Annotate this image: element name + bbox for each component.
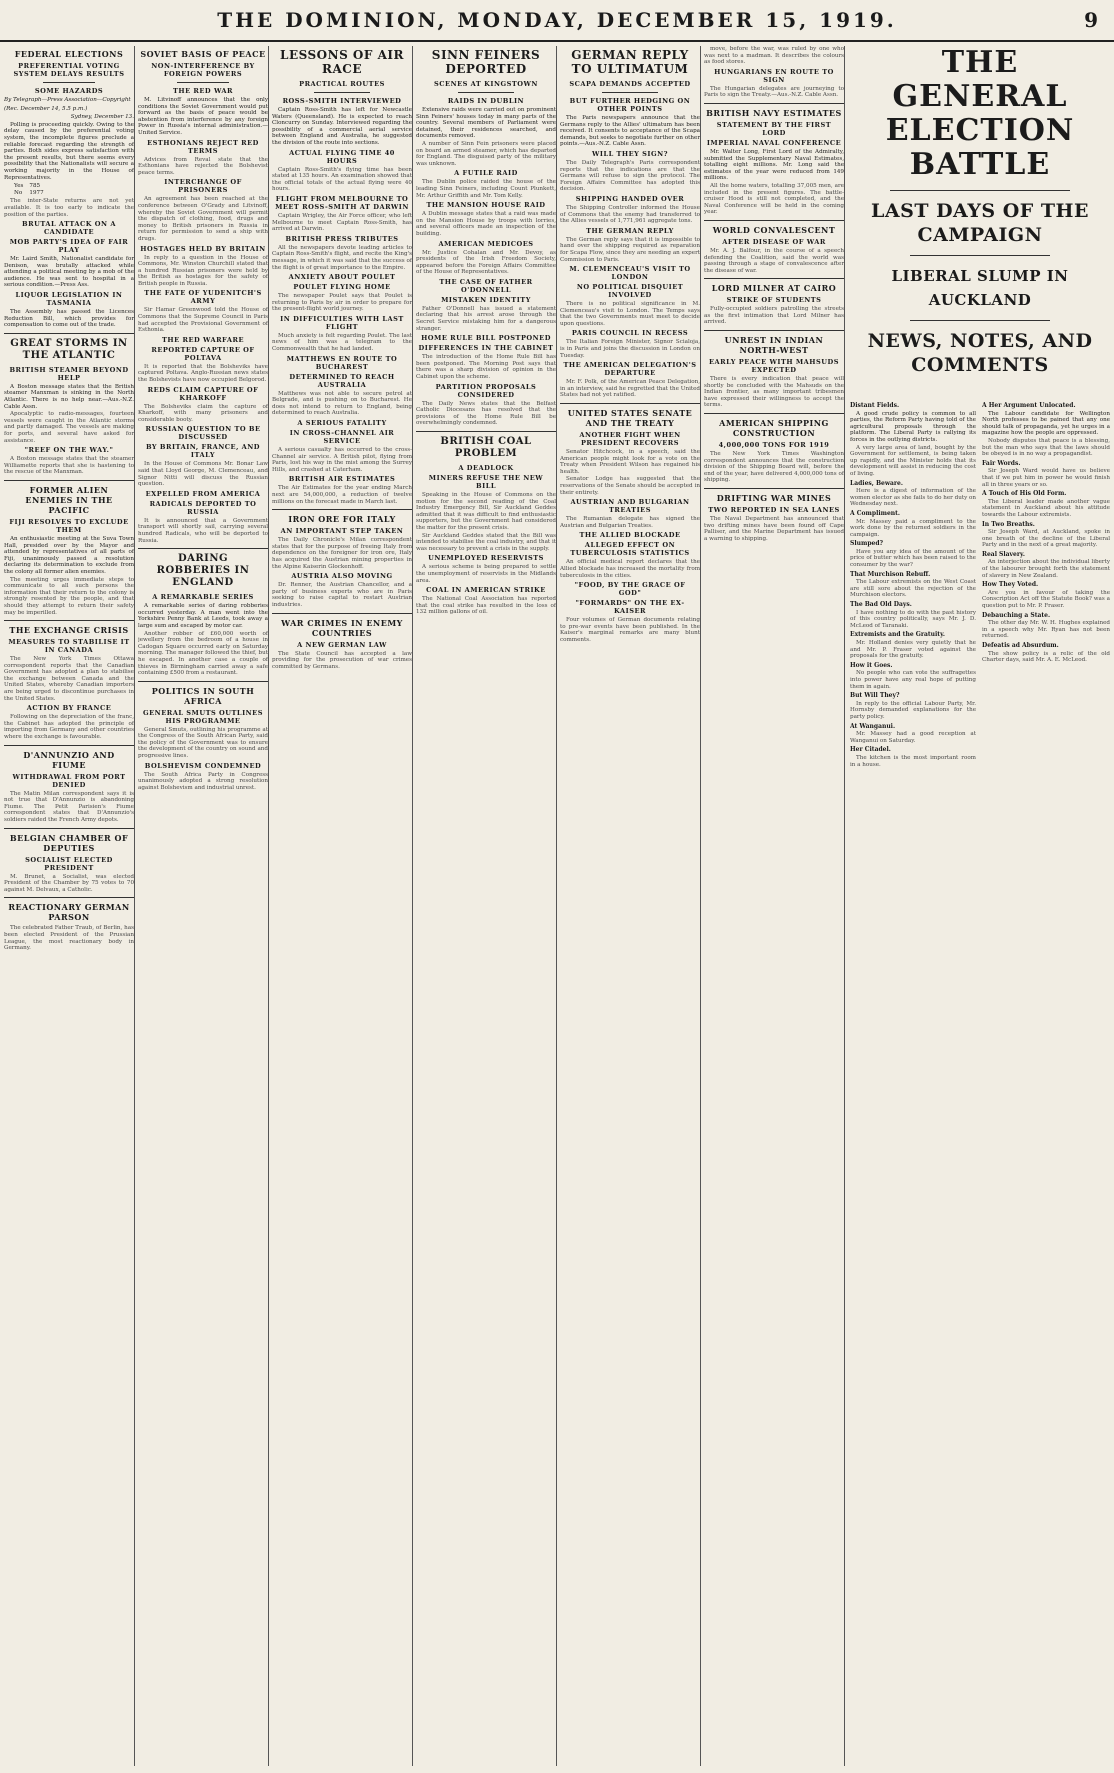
subhead-sea-lanes: TWO REPORTED IN SEA LANES — [708, 506, 840, 514]
headline-british-navy: BRITISH NAVY ESTIMATES — [706, 107, 842, 118]
subhead-scapa: SCAPA DEMANDS ACCEPTED — [569, 80, 691, 88]
section-liquor: LIQUOR LEGISLATION IN TASMANIA — [15, 291, 123, 308]
feature-subhead: The Bad Old Days. — [850, 601, 912, 609]
subhead-fiji: FIJI RESOLVES TO EXCLUDE THEM — [9, 517, 129, 534]
subhead-strike-students: STRIKE OF STUDENTS — [726, 296, 822, 305]
section-german-reply: THE GERMAN REPLY — [586, 226, 674, 235]
section-yudenitch: THE FATE OF YUDENITCH'S ARMY — [144, 289, 262, 306]
subhead-canada: MEASURES TO STABILISE IT IN CANADA — [8, 638, 130, 655]
section-american-medicoes: AMERICAN MEDICOES — [438, 239, 534, 248]
subhead-first-lord: STATEMENT BY THE FIRST LORD — [716, 120, 832, 137]
feature-subhead: Slumped? — [850, 540, 884, 548]
subhead-kingstown: SCENES AT KINGSTOWN — [434, 80, 538, 88]
subhead-important-step: AN IMPORTANT STEP TAKEN — [280, 527, 404, 536]
section-fatality: A SERIOUS FATALITY — [297, 419, 387, 428]
votes-table: Yes 785 No 1977 — [14, 183, 44, 196]
headline-german-reply: GERMAN REPLY TO ULTIMATUM — [571, 48, 689, 76]
feature-body: The Labour candidate for Wellington North professes to be pained that any one should talk of propaganda, yet he urges in a magazine how the people are oppressed. — [982, 410, 1110, 437]
subhead-german-law: A NEW GERMAN LAW — [297, 640, 387, 649]
headline-south-africa: POLITICS IN SOUTH AFRICA — [151, 685, 255, 706]
subhead-another-fight: ANOTHER FIGHT WHEN PRESIDENT RECOVERS — [579, 431, 681, 448]
section-some-hazards: SOME HAZARDS — [34, 87, 104, 95]
subhead-practical-routes: PRACTICAL ROUTES — [299, 80, 385, 88]
section-interchange-prisoners: INTERCHANGE OF PRISONERS — [164, 178, 242, 195]
section-press-tributes: BRITISH PRESS TRIBUTES — [285, 234, 399, 243]
feature-subhead: Ladies, Beware. — [850, 479, 903, 487]
column-3: LESSONS OF AIR RACE PRACTICAL ROUTES ROSS-SMITH INTERVIEWED Captain Ross-Smith has left for Newcastle Waters (Queensland). He is expected to reach Cloncurry on Sunday. Interviewed regarding the possibility of a commercial aerial service between England and Australia, he suggested the division of the route into sections. ACTUAL FLYING TIME 40 HOURS Captain Ross-Smith's flying time has been stated at 135 hours. An examination showed that the official totals of the actual flying were 40 hours. FLIGHT FROM MELBOURNE TO MEET ROSS-SMITH AT DARWIN Captain Wrigley, the Air Force officer, who left Melbourne to meet Captain Ross-Smith, has arrived at Darwin. BRITISH PRESS TRIBUTES All the newspapers devote leading articles to Captain Ross-Smith's flight, and recite the King's message, in which it was said that the success of the flight is of great importance to the Empire. ANXIETY ABOUT POULET POULET FLYING HOME The newspaper Poulet says that Poulet is returning to Paris by air in order to prepare for the present-flight world journey. IN DIFFICULTIES WITH LAST FLIGHT Much anxiety is felt regarding Poulet. The last news of him was a telegram to the Commonwealth that he had landed. MATTHEWS EN ROUTE TO BUCHAREST DETERMINED TO REACH AUSTRALIA Matthews was not able to secure petrol at Belgrade, and is pushing on to Bucharest. He does not intend to return to England, being determined to reach Australia. A SERIOUS FATALITY IN CROSS-CHANNEL AIR SERVICE A serious casualty has occurred to the cross-Channel air service. A British pilot, flying from Paris, lost his way in the mist among the Surrey Hills, and crashed at Caterham. BRITISH AIR ESTIMATES The Air Estimates for the year ending March next are 54,000,000, a reduction of twelve millions on the forecast made in March last. IRON ORE FOR ITALY AN IMPORTANT STEP TAKEN The Daily Chronicle's Milan correspondent states that for the purpose of freeing Italy from dependence on the foreigner for iron ore, Italy has acquired the Austrian mining properties in the Alpine Kaiserin Glockenhoff. AUSTRIA ALSO MOVING Dr. Renner, the Austrian Chancellor, and a party of business experts who are in Paris seeking to raise capital to restart Austrian industries. WAR CRIMES IN ENEMY COUNTRIES A NEW GERMAN LAW The State Council has accepted a law providing for the prosecution of war crimes committed by Germans. — [272, 46, 413, 1766]
section-flight-melbourne: FLIGHT FROM MELBOURNE TO MEET ROSS-SMITH AT DARWIN — [275, 194, 409, 211]
subhead-deadlock: A DEADLOCK — [458, 464, 514, 472]
section-paris-council: PARIS COUNCIL IN RECESS — [571, 329, 689, 338]
column-5: GERMAN REPLY TO ULTIMATUM SCAPA DEMANDS ACCEPTED BUT FURTHER HEDGING ON OTHER POINTS The Paris newspapers announce that the Germans reply to the Allies' ultimatum has been received. It consents to acceptance of the Scapa demands, but seeks to negotiate further on other points.—Aus.-N.Z. Cable Assn. WILL THEY SIGN? The Daily Telegraph's Paris correspondent reports that the indications are that the Germans will refuse to sign the protocol. The Foreign Affairs Committee has adopted this decision. SHIPPING HANDED OVER The Shipping Controller informed the House of Commons that the enemy had transferred to the Allies vessels of 1,771,961 aggregate tons. THE GERMAN REPLY The German reply says that it is impossible to hand over the shipping required as reparation for Scapa Flow, since they are needing an expert Commission to Paris. M. CLEMENCEAU'S VISIT TO LONDON NO POLITICAL DISQUIET INVOLVED There is no political significance in M. Clemenceau's visit to London. The Temps says that the two Governments must meet to decide upon questions. PARIS COUNCIL IN RECESS The Italian Foreign Minister, Signor Scialoja, is in Paris and joins the discussion in London on Tuesday. THE AMERICAN DELEGATION'S DEPARTURE Mr. F. Polk, of the American Peace Delegation, in an interview, said he regretted that the United States had not yet ratified. UNITED STATES SENATE AND THE TREATY ANOTHER FIGHT WHEN PRESIDENT RECOVERS Senator Hitchcock, in a speech, said the American people might look for a vote on the Treaty when President Wilson has regained his health. Senator Lodge has suggested that the reservations of the Senate should be accepted in their entirety. AUSTRIAN AND BULGARIAN TREATIES The Rumanian delegate has signed the Austrian and Bulgarian Treaties. THE ALLIED BLOCKADE ALLEGED EFFECT ON TUBERCULOSIS STATISTICS An official medical report declares that the Allied blockade has increased the mortality from tuberculosis in the cities. "FOOD, BY THE GRACE OF GOD" "FORMARDS" ON THE EX-KAISER Four volumes of German documents relating to pre-war events have been published. In the Kaiser's marginal remarks are many blunt comments. — [560, 46, 701, 1766]
headline-us-senate: UNITED STATES SENATE AND THE TREATY — [567, 408, 693, 429]
section-clemenceau: M. CLEMENCEAU'S VISIT TO LONDON — [569, 265, 691, 282]
headline-lord-milner: LORD MILNER AT CAIRO — [711, 283, 837, 294]
subhead-tuberculosis: ALLEGED EFFECT ON TUBERCULOSIS STATISTICS — [570, 541, 690, 558]
feature-column-left: Distant Fields. A good crude policy is common to all parties, the Reform Party having told of the agricultural proposals through the platform. The Liberal Party is rallying its forces in the outlying districts. A very large area of land, bought by the Government for settlement, is being taken up rapidly, and the Minister holds that its development will assist in reducing the cost of living. Ladies, Beware. Here is a digest of information of the women elector as she fails to do her duty on Wednesday next. A Compliment. Mr. Massey paid a compliment to the work done by the returned soldiers in the campaign. Slumped? Have you any idea of the amount of the price of butter which has been raised to the consumer by the war? That Murchison Rebuff. The Labour extremists on the West Coast are still sore about the rejection of the Murchison electors. The Bad Old Days. I have nothing to do with the past history of this country politically, says Mr. J. D. McLeod of Taranaki. Extremists and the Gratuity. Mr. Holland denies very quietly that he and Mr. P. Fraser voted against the proposals for the gratuity. How it Goes. No people who can vote the suffragettes into power have any real hope of putting them in again. But Will They? In reply to the official Labour Party, Mr. Hornsby demanded explanations for the party policy. At Wanganui. Mr. Massey had a good reception at Wanganui on Saturday. Her Citadel. The kitchen is the most important room in a house. — [850, 402, 976, 768]
feature-deck-3: NEWS, NOTES, AND COMMENTS — [867, 330, 1093, 376]
subhead-british-steamer: BRITISH STEAMER BEYOND HELP — [9, 365, 129, 382]
feature-subhead: In Two Breaths. — [982, 520, 1035, 528]
section-futile-raid: A FUTILE RAID — [454, 169, 518, 178]
section-red-war: THE RED WAR — [172, 87, 234, 95]
feature-body: A good crude policy is common to all parties, the Reform Party having told of the agricultural proposals through the platform. The Liberal Party is rallying its forces in the outlying districts. — [850, 410, 976, 443]
section-esthonians: ESTHONIANS REJECT RED TERMS — [147, 138, 259, 155]
section-austrian-treaties: AUSTRIAN AND BULGARIAN TREATIES — [570, 498, 690, 515]
article-body: The Assembly has passed the Licences Reduction Bill, which provides for compensation to come out of the trade. — [4, 309, 134, 329]
feature-subhead: Fair Words. — [982, 459, 1021, 467]
article-body: A Boston message states that the British steamer Manxman is sinking in the North Atlantic. There is no help near.—Aus.-N.Z. Cable Assn. — [4, 383, 134, 410]
subhead-mahsuds: EARLY PEACE WITH MAHSUDS EXPECTED — [708, 358, 840, 375]
section-imperial-naval: IMPERIAL NAVAL CONFERENCE — [706, 138, 842, 147]
section-further-hedging: BUT FURTHER HEDGING ON OTHER POINTS — [569, 97, 691, 113]
headline-war-crimes: WAR CRIMES IN ENEMY COUNTRIES — [281, 617, 403, 638]
section-mansion-house: THE MANSION HOUSE RAID — [426, 201, 546, 210]
subhead-remarkable-series: A REMARKABLE SERIES — [152, 593, 254, 602]
subhead-after-disease: AFTER DISEASE OF WAR — [722, 237, 826, 246]
feature-subhead: A Touch of His Old Form. — [982, 490, 1067, 498]
feature-subhead: At Wanganui. — [850, 722, 896, 730]
subhead-withdrawal: WITHDRAWAL FROM PORT DENIED — [12, 772, 126, 789]
section-expelled: EXPELLED FROM AMERICA — [145, 489, 261, 498]
section-shipping-handed: SHIPPING HANDED OVER — [575, 194, 685, 203]
section-red-warfare: THE RED WARFARE — [162, 335, 244, 344]
headline-great-storms: GREAT STORMS IN THE ATLANTIC — [10, 337, 128, 361]
masthead — [0, 0, 1114, 42]
feature-subhead: How They Voted. — [982, 581, 1039, 589]
article-body: The Paris newspapers announce that the Germans reply to the Allies' ultimatum has been received. It consents to acceptance of the Scapa demands, but seeks to negotiate further on other points.—Aus.-N.Z. Cable Assn. — [560, 115, 700, 148]
subhead-cross-channel: IN CROSS-CHANNEL AIR SERVICE — [289, 429, 395, 446]
headline-world-convalescent: WORLD CONVALESCENT — [712, 224, 836, 235]
feature-subhead: Extremists and the Gratuity. — [850, 631, 945, 639]
article-body: Extensive raids were carried out on prominent Sinn Feiners' houses today in many parts of the country. Several members of Parliament were detained, their residences searched, and documents removed. — [416, 107, 556, 140]
headline-drifting-mines: DRIFTING WAR MINES — [716, 493, 832, 503]
article-body: A remarkable series of daring robberies occurred yesterday. A man went into the Yorkshire Penny Bank at Leeds, took away a large sum and escaped by motor car. — [138, 603, 268, 629]
subhead-poltava: REPORTED CAPTURE OF POLTAVA — [151, 345, 255, 362]
subhead-differences: DIFFERENCES IN THE CABINET — [418, 344, 554, 353]
subhead-formards: "FORMARDS" ON THE EX-KAISER — [575, 599, 685, 616]
section-bolshevism: BOLSHEVISM CONDEMNED — [144, 761, 262, 770]
headline-exchange-crisis: THE EXCHANGE CRISIS — [9, 625, 129, 636]
headline-soviet-peace: SOVIET BASIS OF PEACE — [140, 49, 266, 59]
feature-subhead: That Murchison Rebuff. — [850, 570, 931, 578]
article-body: M. Litvinoff announces that the only conditions the Soviet Government would put forward as the basis of peace would be abstention from interference by any foreign Power in Russia's internal administration.—United Service. — [138, 97, 268, 136]
section-unemployed: UNEMPLOYED RESERVISTS — [428, 554, 544, 563]
feature-subhead: A Her Argument Unlocated. — [982, 402, 1076, 409]
section-father-odonnell: THE CASE OF FATHER O'DONNELL — [439, 277, 533, 294]
feature-subhead: Debauching a State. — [982, 611, 1051, 619]
article-body: Captain Ross-Smith has left for Newcastle Waters (Queensland). He is expected to reach Cloncurry on Sunday. Interviewed regarding the possibility of a commercial aerial service between England and Australia, he suggested the division of the route into sections. — [272, 107, 412, 146]
subhead-mistaken: MISTAKEN IDENTITY — [441, 295, 531, 304]
page-number: 9 — [1084, 8, 1098, 32]
headline-belgian-chamber: BELGIAN CHAMBER OF DEPUTIES — [9, 832, 129, 853]
headline-american-shipping: AMERICAN SHIPPING CONSTRUCTION — [719, 418, 829, 439]
section-partition: PARTITION PROPOSALS CONSIDERED — [435, 382, 537, 399]
subhead-smuts: GENERAL SMUTS OUTLINES HIS PROGRAMME — [143, 708, 263, 725]
section-flying-time: ACTUAL FLYING TIME 40 HOURS — [289, 148, 395, 165]
section-food-grace: "FOOD, BY THE GRACE OF GOD" — [574, 581, 686, 598]
subhead-radicals: RADICALS DEPORTED TO RUSSIA — [149, 499, 257, 516]
subhead-mob-party: MOB PARTY'S IDEA OF FAIR PLAY — [9, 238, 129, 255]
column-2: SOVIET BASIS OF PEACE NON-INTERFERENCE BY FOREIGN POWERS THE RED WAR M. Litvinoff announces that the only conditions the Soviet Government would put forward as the basis of peace would be abstention from interference by any foreign Power in Russia's internal administration.—United Service. ESTHONIANS REJECT RED TERMS Advices from Reval state that the Esthonians have rejected the Bolshevist peace terms. INTERCHANGE OF PRISONERS An agreement has been reached at the conference between O'Grady and Litvinoff, whereby the Soviet Government will permit the dispatch of clothing, food, drugs and money to British prisoners in Russia in return for permission to send a ship with drugs. HOSTAGES HELD BY BRITAIN In reply to a question in the House of Commons, Mr. Winston Churchill stated that a hundred Russian prisoners were held by the British as hostages for the safety of British people in Russia. THE FATE OF YUDENITCH'S ARMY Sir Hamar Greenwood told the House of Commons that the Supreme Council in Paris had accepted the Provisional Government of Esthonia. THE RED WARFARE REPORTED CAPTURE OF POLTAVA It is reported that the Bolsheviks have captured Poltava. Anglo-Russian news states the Bolshevists have now occupied Belgorod. REDS CLAIM CAPTURE OF KHARKOFF The Bolsheviks claim the capture of Kharkoff, with many prisoners and considerable booty. RUSSIAN QUESTION TO BE DISCUSSED BY BRITAIN, FRANCE, AND ITALY In the House of Commons Mr. Bonar Law said that Lloyd George, M. Clemenceau, and Signor Nitti will discuss the Russian question. EXPELLED FROM AMERICA RADICALS DEPORTED TO RUSSIA It is announced that a Government transport will shortly sail, carrying several hundred Radicals, who will be deported to Russia. DARING ROBBERIES IN ENGLAND A REMARKABLE SERIES A remarkable series of daring robberies occurred yesterday. A man went into the Yorkshire Penny Bank at Leeds, took away a large sum and escaped by motor car. Another robber of £60,000 worth of jewellery from the bedroom of a house in Cadogan Square occurred early on Saturday morning. The manager followed the thief, but he escaped. In another case a couple of thieves in Birmingham carried away a safe containing £500 from a restaurant. POLITICS IN SOUTH AFRICA GENERAL SMUTS OUTLINES HIS PROGRAMME General Smuts, outlining his programme at the Congress of the South African Party, said the policy of the Government was to ensure the development of the country on sound and progressive lines. BOLSHEVISM CONDEMNED The South Africa Party in Congress unanimously adopted a strong resolution against Bolshevism and industrial unrest. — [138, 46, 269, 1766]
section-russian-question: RUSSIAN QUESTION TO BE DISCUSSED — [145, 425, 261, 442]
feature-deck-1: LAST DAYS OF THE CAMPAIGN — [871, 200, 1089, 246]
section-poulet: ANXIETY ABOUT POULET — [288, 273, 396, 282]
feature-subhead: Her Citadel. — [850, 746, 891, 754]
section-hostages: HOSTAGES HELD BY BRITAIN — [140, 244, 266, 253]
subhead-reach-australia: DETERMINED TO REACH AUSTRALIA — [289, 372, 395, 389]
section-reef: "REEF ON THE WAY." — [24, 446, 114, 455]
section-brutal-attack: BRUTAL ATTACK ON A CANDIDATE — [22, 220, 116, 237]
subhead-4000000-tons: 4,000,000 TONS FOR 1919 — [718, 441, 830, 450]
dateline: (Rec. December 14, 5.5 p.m.) — [4, 105, 88, 112]
newspaper-title: THE DOMINION, MONDAY, DECEMBER 15, 1919. — [217, 8, 897, 32]
headline-british-coal: BRITISH COAL PROBLEM — [440, 436, 532, 459]
article-body: Polling is proceeding quickly. Owing to the delay caused by the preferential voting system, the incomplete figures preclude a reliable forecast regarding the strength of parties. Both sides express satisfaction with the present results, but there seems every possibility that the Nationalists will secure a working majority in the House of Representatives. — [4, 121, 134, 181]
subhead-poulet-flying: POULET FLYING HOME — [293, 283, 391, 292]
feature-subhead: Defeatis ad Absurdum. — [982, 642, 1059, 649]
subhead-britain-france-italy: BY BRITAIN, FRANCE, AND ITALY — [145, 443, 261, 460]
feature-deck-2: LIBERAL SLUMP IN AUCKLAND — [891, 267, 1069, 309]
section-american-delegation: THE AMERICAN DELEGATION'S DEPARTURE — [563, 361, 697, 378]
section-raids-dublin: RAIDS IN DUBLIN — [447, 97, 525, 105]
headline-air-race: LESSONS OF AIR RACE — [280, 48, 404, 76]
section-coal-american: COAL IN AMERICAN STRIKE — [426, 586, 546, 595]
headline-former-alien: FORMER ALIEN ENEMIES IN THE PACIFIC — [25, 484, 113, 515]
section-will-they-sign: WILL THEY SIGN? — [591, 149, 669, 158]
article-body: Mr. Laird Smith, Nationalist candidate for Denison, was brutally attacked while attending a political meeting by a mob of the audience. He was sent to hospital in a serious condition.—Press Ass. — [4, 256, 134, 289]
section-kharkoff: REDS CLAIM CAPTURE OF KHARKOFF — [147, 385, 259, 402]
section-austria-moving: AUSTRIA ALSO MOVING — [291, 572, 393, 581]
subhead-no-disquiet: NO POLITICAL DISQUIET INVOLVED — [576, 283, 684, 300]
headline-federal-elections: FEDERAL ELECTIONS — [14, 49, 124, 59]
section-difficulties: IN DIFFICULTIES WITH LAST FLIGHT — [280, 314, 404, 331]
feature-subhead: A Compliment. — [850, 509, 901, 517]
subhead-socialist: SOCIALIST ELECTED PRESIDENT — [25, 855, 113, 872]
byline: By Telegraph—Press Association—Copyright — [4, 97, 131, 103]
feature-subhead: How it Goes. — [850, 661, 893, 669]
feature-subhead: Distant Fields. — [850, 402, 900, 409]
column-1: FEDERAL ELECTIONS PREFERENTIAL VOTING SYSTEM DELAYS RESULTS SOME HAZARDS By Telegraph—Press Association—Copyright (Rec. December 14, 5.5 p.m.) Sydney, December 13. Polling is proceeding quickly. Owing to the delay caused by the preferential voting system, the incomplete figures preclude a reliable forecast regarding the strength of parties. Both sides express satisfaction with the present results, but there seems every possibility that the Nationalists will secure a working majority in the House of Representatives. Yes 785 No 1977 The inter-State returns are not yet available. It is too early to indicate the position of the parties. BRUTAL ATTACK ON A CANDIDATE MOB PARTY'S IDEA OF FAIR PLAY Mr. Laird Smith, Nationalist candidate for Denison, was brutally attacked while attending a political meeting by a mob of the audience. He was sent to hospital in a serious condition.—Press Ass. LIQUOR LEGISLATION IN TASMANIA The Assembly has passed the Licences Reduction Bill, which provides for compensation to come out of the trade. GREAT STORMS IN THE ATLANTIC BRITISH STEAMER BEYOND HELP A Boston message states that the British steamer Manxman is sinking in the North Atlantic. There is no help near.—Aus.-N.Z. Cable Assn. Apocalyptic to radio-messages, fourteen vessels were caught in the Atlantic storms and partly damaged. The vessels are making for ports, and several have asked for assistance. "REEF ON THE WAY." A Boston message states that the steamer Williamette reports that she is hastening to the rescue of the Manxman. FORMER ALIEN ENEMIES IN THE PACIFIC FIJI RESOLVES TO EXCLUDE THEM An enthusiastic meeting at the Suva Town Hall, presided over by the Mayor and attended by representatives of all parts of Fiji, unanimously passed a resolution declaring its determination to exclude from the colony all former alien enemies. The meeting urges immediate steps to communicate to all such persons the information that their return to the colony is strongly resented by the people, and that should they attempt to return their safety may be imperilled. THE EXCHANGE CRISIS MEASURES TO STABILISE IT IN CANADA The New York Times Ottawa correspondent reports that the Canadian Government has adopted a plan to stabilise the exchange between Canada and the United States, whereby Canadian importers are being urged to discontinue purchases in the United States. ACTION BY FRANCE Following on the depreciation of the franc, the Cabinet has adopted the principle of importing from Germany and other countries where the exchange is favourable. D'ANNUNZIO AND FIUME WITHDRAWAL FROM PORT DENIED The Matin Milan correspondent says it is not true that D'Annunzio is abandoning Fiume. The Petit Parisien's Fiume correspondent states that D'Annunzio's soldiers raided the French Army depots. BELGIAN CHAMBER OF DEPUTIES SOCIALIST ELECTED PRESIDENT M. Brunet, a Socialist, was elected President of the Chamber by 75 votes to 70 against M. Delvaux, a Catholic. REACTIONARY GERMAN PARSON The celebrated Father Traub, of Berlin, has been elected President of the Prussian League, the most reactionary body in Germany. — [4, 46, 135, 1766]
column-6: move, before the war, was ruled by one who was next to a madman. It describes the colours as food stores. HUNGARIANS EN ROUTE TO SIGN The Hungarian delegates are journeying to Paris to sign the Treaty.—Aus.-N.Z. Cable Assn. BRITISH NAVY ESTIMATES STATEMENT BY THE FIRST LORD IMPERIAL NAVAL CONFERENCE Mr. Walter Long, First Lord of the Admiralty, submitted the Supplementary Naval Estimates, totalling eight millions. Mr. Long said the estimates of the year were reduced from 149 millions. All the home waters, totalling 37,005 men, are included in the present figures. The battle-cruiser Hood is still not completed, and the Naval Conference will be held in the coming year. WORLD CONVALESCENT AFTER DISEASE OF WAR Mr. A. J. Balfour, in the course of a speech defending the Coalition, said the world was passing through a stage of convalescence after the disease of war. LORD MILNER AT CAIRO STRIKE OF STUDENTS Fully-occupied soldiers patrolling the streets as the first intimation that Lord Milner has arrived. UNREST IN INDIAN NORTH-WEST EARLY PEACE WITH MAHSUDS EXPECTED There is every indication that peace will shortly be concluded with the Mahsuds on the Indian frontier, as many important tribesmen have expressed their willingness to accept the terms. AMERICAN SHIPPING CONSTRUCTION 4,000,000 TONS FOR 1919 The New York Times Washington correspondent announces that the construction division of the Shipping Board will, before the end of the year, have delivered 4,000,000 tons of shipping. DRIFTING WAR MINES TWO REPORTED IN SEA LANES The Naval Department has announced that two drifting mines have been found off Cape Palliser, and the Marine Department has issued a warning to shipping. — [704, 46, 845, 1766]
feature-column-right: A Her Argument Unlocated. The Labour candidate for Wellington North professes to be pained that any one should talk of propaganda, yet he urges in a magazine how the people are oppressed. Nobody disputes that peace is a blessing, but the man who says that the laws should be obeyed is in no way a propagandist. Fair Words. Sir Joseph Ward would have us believe that if we put him in power he would finish all in three years or so. A Touch of His Old Form. The Liberal leader made another vague statement in Auckland about his attitude towards the Labour extremists. In Two Breaths. Sir Joseph Ward, at Auckland, spoke in one breath of the decline of the Liberal Party and in the next of a great majority. Real Slavery. An interjection about the individual liberty of the labourer brought forth the statement of slavery in New Zealand. How They Voted. Are you in favour of taking the Conscription Act off the Statute Book? was a question put to Mr. P. Fraser. Debauching a State. The other day Mr. W. H. Hughes explained in a speech why Mr. Ryan has not been returned. Defeatis ad Absurdum. The show policy is a relic of the old Charter days, said Mr. A. E. McLeod. — [982, 402, 1110, 664]
subhead-non-interference: NON-INTERFERENCE BY FOREIGN POWERS — [151, 62, 255, 78]
section-matthews: MATTHEWS EN ROUTE TO BUCHAREST — [286, 354, 398, 371]
place-line: Sydney, December 13. — [70, 114, 134, 121]
section-action-by-france: ACTION BY FRANCE — [26, 704, 112, 713]
column-4: SINN FEINERS DEPORTED SCENES AT KINGSTOWN RAIDS IN DUBLIN Extensive raids were carried out on prominent Sinn Feiners' houses today in many parts of the country. Several members of Parliament were detained, their residences searched, and documents removed. A number of Sinn Fein prisoners were placed on board an armed steamer, which has departed for England. The disguised party of the military was unknown. A FUTILE RAID The Dublin police raided the house of the leading Sinn Feiners, including Count Plunkett, Mr. Arthur Griffith and Mr. Tom Kelly. THE MANSION HOUSE RAID A Dublin message states that a raid was made on the Mansion House by troops with lorries, and several officers made an inspection of the building. AMERICAN MEDICOES Mr. Justice Cohalan and Mr. Devoy, as presidents of the Irish Freedom Society, appeared before the Foreign Affairs Committee of the House of Representatives. THE CASE OF FATHER O'DONNELL MISTAKEN IDENTITY Father O'Donnell has issued a statement declaring that his arrest arose through the Secret Service mistaking him for a dangerous stranger. HOME RULE BILL POSTPONED DIFFERENCES IN THE CABINET The introduction of the Home Rule Bill has been postponed. The Morning Post says that there was a sharp division of opinion in the Cabinet upon the scheme. PARTITION PROPOSALS CONSIDERED The Daily News states that the Belfast Catholic Diocesans has resolved that the provisions of the Home Rule Bill be overwhelmingly condemned. BRITISH COAL PROBLEM A DEADLOCK MINERS REFUSE THE NEW BILL Speaking in the House of Commons on the motion for the second reading of the Coal Industry Emergency Bill, Sir Auckland Geddes admitted that it was difficult to find enthusiastic supporters, but the Government had considered the matter for the present crisis. Sir Auckland Geddes stated that the Bill was intended to stabilise the coal industry, and that it was necessary to prevent a crisis in the supply. UNEMPLOYED RESERVISTS A serious scheme is being prepared to settle the unemployment of reservists in the Midlands area. COAL IN AMERICAN STRIKE The National Coal Association has reported that the coal strike has resulted in the loss of 132 million gallons of oil. — [416, 46, 557, 1766]
feature-headline-block — [850, 46, 1110, 396]
feature-headline: THE GENERAL ELECTION BATTLE — [885, 45, 1075, 182]
section-air-estimates: BRITISH AIR ESTIMATES — [288, 475, 396, 484]
article-body: An enthusiastic meeting at the Suva Town Hall, presided over by the Mayor and attended by representatives of all parts of Fiji, unanimously passed a resolution declaring its determination to exclude from the colony all former alien enemies. — [4, 535, 134, 575]
headline-daring-robberies: DARING ROBBERIES IN ENGLAND — [156, 553, 250, 589]
headline-iron-ore: IRON ORE FOR ITALY — [288, 514, 396, 525]
headline-unrest-india: UNREST IN INDIAN NORTH-WEST — [724, 335, 824, 356]
feature-subhead: Real Slavery. — [982, 550, 1025, 558]
headline-reactionary-parson: REACTIONARY GERMAN PARSON — [8, 902, 130, 923]
section-hungarians: HUNGARIANS EN ROUTE TO SIGN — [714, 67, 834, 84]
section-allied-blockade: THE ALLIED BLOCKADE — [579, 531, 681, 540]
feature-subhead: But Will They? — [850, 692, 900, 700]
article-body: Mr. Walter Long, First Lord of the Admiralty, submitted the Supplementary Naval Estimates, totalling eight millions. Mr. Long said the estimates of the year were reduced from 149 millions. — [704, 148, 844, 182]
section-ross-smith: ROSS-SMITH INTERVIEWED — [282, 97, 402, 105]
section-home-rule: HOME RULE BILL POSTPONED — [421, 334, 551, 343]
headline-dannunzio: D'ANNUNZIO AND FIUME — [23, 749, 115, 770]
subhead-preferential: PREFERENTIAL VOTING SYSTEM DELAYS RESULTS — [13, 62, 125, 78]
headline-sinn-feiners: SINN FEINERS DEPORTED — [431, 48, 541, 76]
section-miners-refuse: MINERS REFUSE THE NEW BILL — [428, 474, 544, 490]
